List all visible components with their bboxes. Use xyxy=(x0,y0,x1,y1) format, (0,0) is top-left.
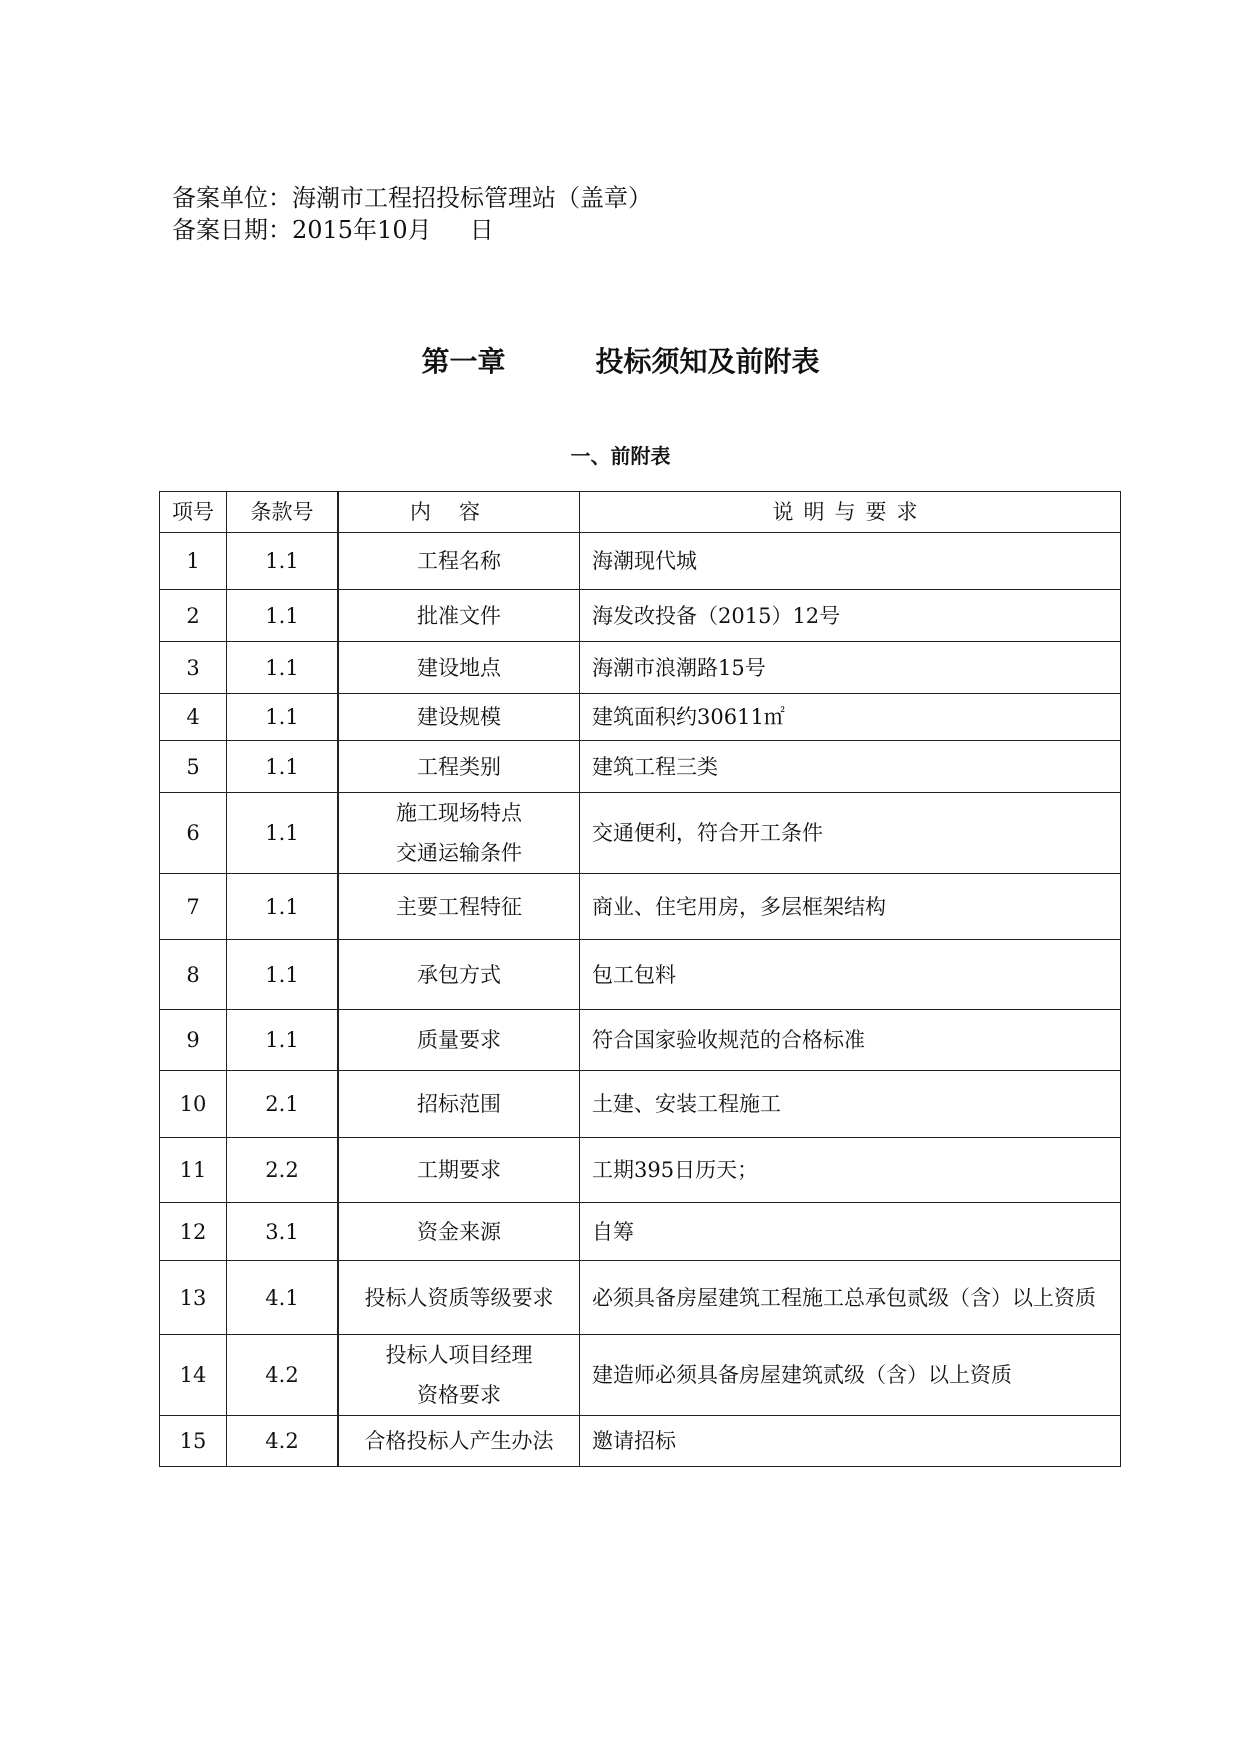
table-row xyxy=(160,793,1121,874)
row-content-cell: 投标人资质等级要求 xyxy=(338,1261,580,1335)
row-desc-cell: 商业、住宅用房，多层框架结构 xyxy=(580,874,1121,940)
row-desc-cell: 符合国家验收规范的合格标准 xyxy=(580,1010,1121,1071)
row-no-cell: 13 xyxy=(160,1261,227,1335)
row-content-cell: 工程类别 xyxy=(338,741,580,793)
row-no-cell: 8 xyxy=(160,940,227,1010)
table-row xyxy=(160,642,1121,694)
row-no-cell: 14 xyxy=(160,1335,227,1416)
row-desc-cell: 土建、安装工程施工 xyxy=(580,1071,1121,1138)
row-clause-cell: 1.1 xyxy=(227,940,339,1010)
row-no-cell: 10 xyxy=(160,1071,227,1138)
table-row xyxy=(160,1416,1121,1467)
table-row xyxy=(160,1138,1121,1203)
row-no-cell: 1 xyxy=(160,533,227,590)
filing-date: 备案日期：2015年10月 日 xyxy=(172,216,494,244)
row-clause-cell: 4.2 xyxy=(227,1416,339,1467)
chapter-title: 投标须知及前附表 xyxy=(595,345,820,378)
row-clause-cell: 1.1 xyxy=(227,741,339,793)
table-row xyxy=(160,1010,1121,1071)
row-clause-cell: 4.2 xyxy=(227,1335,339,1416)
row-desc-cell: 建筑工程三类 xyxy=(580,741,1121,793)
table-row xyxy=(160,940,1121,1010)
filing-unit: 备案单位：海潮市工程招投标管理站（盖章） xyxy=(172,184,652,212)
row-clause-cell: 4.1 xyxy=(227,1261,339,1335)
row-content-cell: 资金来源 xyxy=(338,1203,580,1261)
header-desc: 说明与要求 xyxy=(580,492,1121,533)
row-content-cell: 施工现场特点 交通运输条件 xyxy=(338,793,580,874)
row-content-cell: 主要工程特征 xyxy=(338,874,580,940)
row-desc-cell: 海潮现代城 xyxy=(580,533,1121,590)
row-no-cell: 6 xyxy=(160,793,227,874)
table-row xyxy=(160,1261,1121,1335)
row-no-cell: 11 xyxy=(160,1138,227,1203)
row-desc-cell: 建筑面积约30611㎡ xyxy=(580,694,1121,741)
row-desc-cell: 工期395日历天； xyxy=(580,1138,1121,1203)
row-desc-cell: 自筹 xyxy=(580,1203,1121,1261)
header-clause: 条款号 xyxy=(227,492,339,533)
header-no: 项号 xyxy=(160,492,227,533)
table-row xyxy=(160,590,1121,642)
row-no-cell: 2 xyxy=(160,590,227,642)
row-content-cell: 质量要求 xyxy=(338,1010,580,1071)
table-row xyxy=(160,694,1121,741)
chapter-number: 第一章 xyxy=(421,345,506,378)
row-no-cell: 12 xyxy=(160,1203,227,1261)
row-clause-cell: 1.1 xyxy=(227,694,339,741)
row-clause-cell: 1.1 xyxy=(227,793,339,874)
row-clause-cell: 1.1 xyxy=(227,874,339,940)
chapter-heading xyxy=(0,344,1241,380)
row-no-cell: 15 xyxy=(160,1416,227,1467)
row-clause-cell: 2.2 xyxy=(227,1138,339,1203)
row-content-cell: 合格投标人产生办法 xyxy=(338,1416,580,1467)
row-no-cell: 3 xyxy=(160,642,227,694)
table-row xyxy=(160,1203,1121,1261)
row-content-cell: 承包方式 xyxy=(338,940,580,1010)
row-clause-cell: 1.1 xyxy=(227,533,339,590)
row-desc-cell: 包工包料 xyxy=(580,940,1121,1010)
row-content-cell: 工期要求 xyxy=(338,1138,580,1203)
header-content: 内容 xyxy=(338,492,580,533)
table-header-row xyxy=(160,492,1121,533)
row-no-cell: 4 xyxy=(160,694,227,741)
table-row xyxy=(160,741,1121,793)
row-no-cell: 7 xyxy=(160,874,227,940)
table-row xyxy=(160,533,1121,590)
row-clause-cell: 1.1 xyxy=(227,642,339,694)
row-clause-cell: 1.1 xyxy=(227,1010,339,1071)
row-clause-cell: 3.1 xyxy=(227,1203,339,1261)
row-desc-cell: 邀请招标 xyxy=(580,1416,1121,1467)
table-row xyxy=(160,874,1121,940)
row-no-cell: 5 xyxy=(160,741,227,793)
row-content-cell: 建设规模 xyxy=(338,694,580,741)
row-content-cell: 建设地点 xyxy=(338,642,580,694)
table-row xyxy=(160,1335,1121,1416)
row-content-cell: 招标范围 xyxy=(338,1071,580,1138)
row-clause-cell: 2.1 xyxy=(227,1071,339,1138)
row-content-cell: 工程名称 xyxy=(338,533,580,590)
row-desc-cell: 海发改投备（2015）12号 xyxy=(580,590,1121,642)
row-content-cell: 批准文件 xyxy=(338,590,580,642)
row-desc-cell: 海潮市浪潮路15号 xyxy=(580,642,1121,694)
row-desc-cell: 交通便利，符合开工条件 xyxy=(580,793,1121,874)
appendix-table xyxy=(159,491,1121,1467)
row-no-cell: 9 xyxy=(160,1010,227,1071)
row-clause-cell: 1.1 xyxy=(227,590,339,642)
table-body xyxy=(160,533,1121,1467)
row-desc-cell: 建造师必须具备房屋建筑贰级（含）以上资质 xyxy=(580,1335,1121,1416)
table-row xyxy=(160,1071,1121,1138)
row-content-cell: 投标人项目经理 资格要求 xyxy=(338,1335,580,1416)
section-title: 一、前附表 xyxy=(570,444,671,468)
row-desc-cell: 必须具备房屋建筑工程施工总承包贰级（含）以上资质 xyxy=(580,1261,1121,1335)
